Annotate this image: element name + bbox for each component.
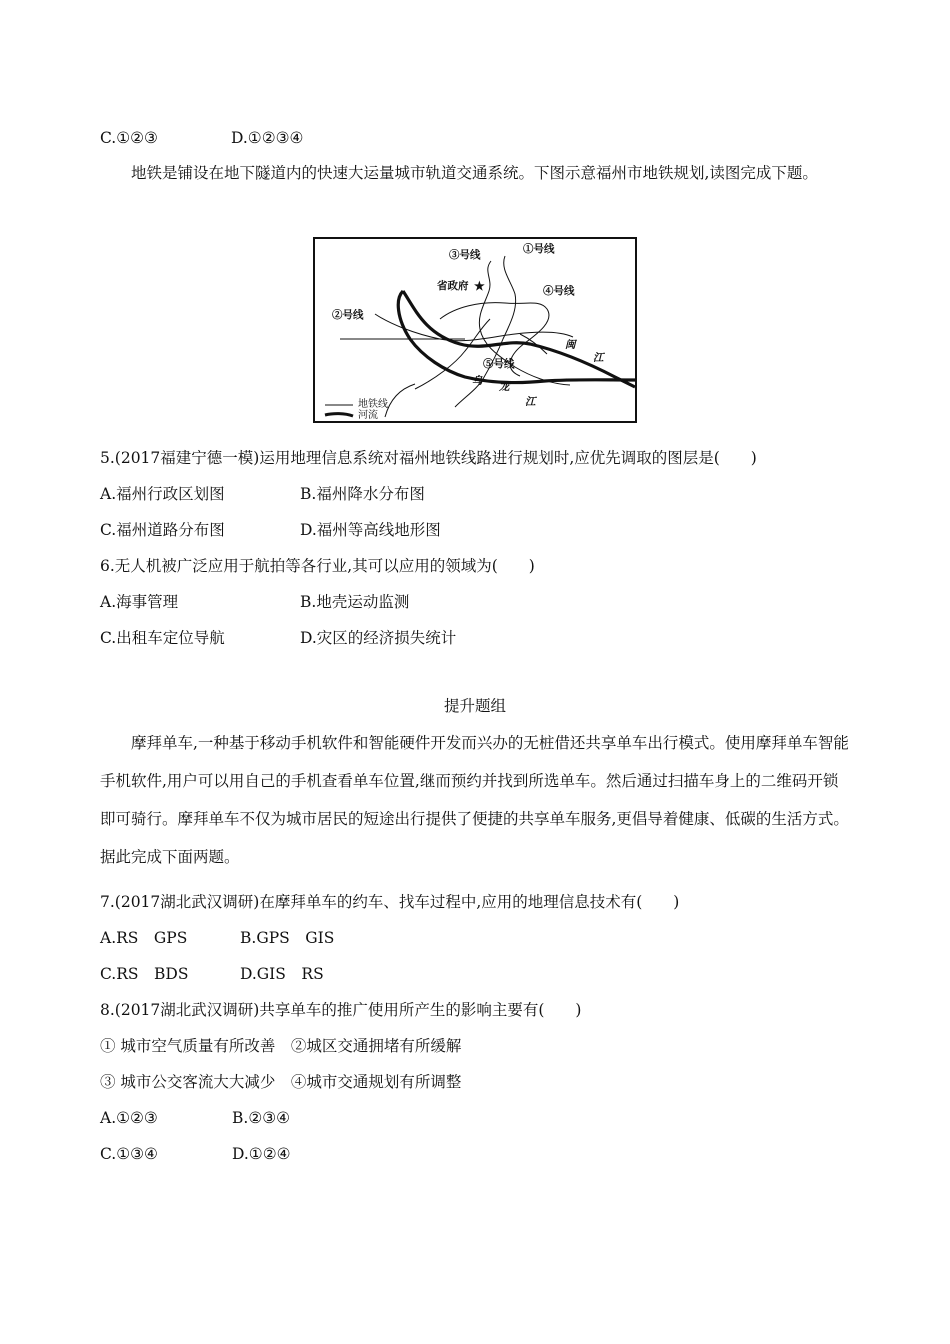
label-line-2: ②号线 (332, 309, 364, 321)
label-minjiang-2: 江 (593, 352, 604, 364)
question-8-statements-2: ③ 城市公交客流大大减少 ④城市交通规划有所调整 (100, 1073, 462, 1091)
legend-river-line (325, 414, 353, 416)
question-6-option-b[interactable]: B.地壳运动监测 (300, 593, 410, 611)
label-line-4: ④号线 (543, 285, 575, 297)
option-c: C.①②③ (100, 129, 158, 147)
label-wulong-1: 乌 (472, 375, 483, 387)
intro-paragraph-subway: 地铁是铺设在地下隧道内的快速大运量城市轨道交通系统。下图示意福州市地铁规划,读图完成下题。 (131, 164, 818, 182)
label-wulong-2: 龙 (499, 381, 510, 393)
option-d: D.①②③④ (231, 129, 304, 147)
question-7-option-c[interactable]: C.RS BDS (100, 965, 189, 983)
question-8-option-b[interactable]: B.②③④ (232, 1109, 291, 1127)
question-8-statements-1: ① 城市空气质量有所改善 ②城区交通拥堵有所缓解 (100, 1037, 462, 1055)
legend-subway-label: 地铁线 (358, 399, 388, 410)
label-wulong-3: 江 (525, 396, 536, 408)
legend-river-label: 河流 (358, 410, 378, 421)
question-7-option-a[interactable]: A.RS GPS (100, 929, 188, 947)
question-7-option-b[interactable]: B.GPS GIS (240, 929, 335, 947)
question-7-option-d[interactable]: D.GIS RS (240, 965, 324, 983)
question-5-stem: 5.(2017福建宁德一模)运用地理信息系统对福州地铁线路进行规划时,应优先调取的图层是( ) (100, 449, 757, 467)
government-star-icon: ★ (474, 279, 485, 293)
question-6-option-d[interactable]: D.灾区的经济损失统计 (300, 629, 457, 647)
label-provincial-government: 省政府 (437, 280, 469, 292)
question-5-option-c[interactable]: C.福州道路分布图 (100, 521, 225, 539)
section-title: 提升题组 (443, 697, 506, 715)
question-6-option-a[interactable]: A.海事管理 (100, 593, 179, 611)
question-7-stem: 7.(2017湖北武汉调研)在摩拜单车的约车、找车过程中,应用的地理信息技术有( ) (100, 893, 680, 911)
question-8-option-d[interactable]: D.①②④ (232, 1145, 291, 1163)
question-8-option-a[interactable]: A.①②③ (100, 1109, 158, 1127)
question-8-stem: 8.(2017湖北武汉调研)共享单车的推广使用所产生的影响主要有( ) (100, 1001, 582, 1019)
question-6-option-c[interactable]: C.出租车定位导航 (100, 629, 225, 647)
question-5-option-a[interactable]: A.福州行政区划图 (100, 485, 225, 503)
label-line-1: ①号线 (523, 243, 555, 255)
fuzhou-subway-map (313, 237, 637, 423)
question-6-stem: 6.无人机被广泛应用于航拍等各行业,其可以应用的领域为( ) (100, 557, 535, 575)
question-5-option-d[interactable]: D.福州等高线地形图 (300, 521, 441, 539)
map-drawing (315, 239, 635, 421)
intro-paragraph-mobike: 摩拜单车,一种基于移动手机软件和智能硬件开发而兴办的无桩借还共享单车出行模式。使用摩拜单车智能手机软件,用户可以用自己的手机查看单车位置,继而预约并找到所选单车。然后通过扫描车身上的二维码开锁即可骑行。摩拜单车不仅为城市居民的短途出行提供了便捷的共享单车服务,更倡导着健康、低碳的生活方式。据此完成下面两题。 (100, 734, 849, 866)
subway-line-southwest (385, 384, 415, 417)
question-5-option-b[interactable]: B.福州降水分布图 (300, 485, 425, 503)
label-line-5: ⑤号线 (483, 358, 515, 370)
label-line-3: ③号线 (449, 249, 481, 261)
label-minjiang-1: 闽 (565, 339, 576, 351)
question-8-option-c[interactable]: C.①③④ (100, 1145, 158, 1163)
